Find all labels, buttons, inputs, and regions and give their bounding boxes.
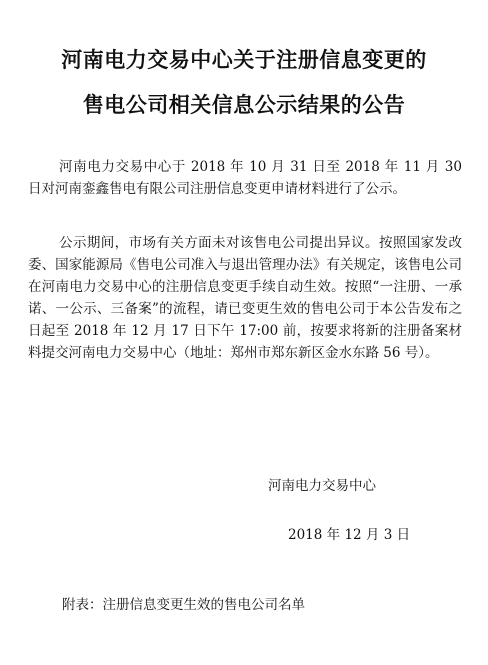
issuer-signature: 河南电力交易中心 xyxy=(268,478,376,494)
document-title-line-1: 河南电力交易中心关于注册信息变更的 xyxy=(61,47,427,72)
document-title-line-2: 售电公司相关信息公示结果的公告 xyxy=(82,92,406,117)
body-paragraph-2: 公示期间，市场有关方面未对该售电公司提出异议。按照国家发改委、国家能源局《售电公司准入与退出管理办法》有关规定，该售电公司在河南电力交易中心的注册信息变更手续自动生效。按照“一注册、一承诺、一公示、三备案”的流程，请已变更生效的售电公司于本公告发布之日起至 2018 年 12 月 17 日下午 17:00 前，按要求将新的注册备案材料提交河南电力交易中心（地址：郑州市郑东新区金水东路 56 号）。 xyxy=(28,235,462,361)
body-paragraph-1: 河南电力交易中心于 2018 年 10 月 31 日至 2018 年 11 月 30 日对河南銮鑫售电有限公司注册信息变更申请材料进行了公示。 xyxy=(28,159,462,197)
issue-date: 2018 年 12 月 3 日 xyxy=(288,527,411,543)
attachment-note: 附表：注册信息变更生效的售电公司名单 xyxy=(62,597,305,613)
